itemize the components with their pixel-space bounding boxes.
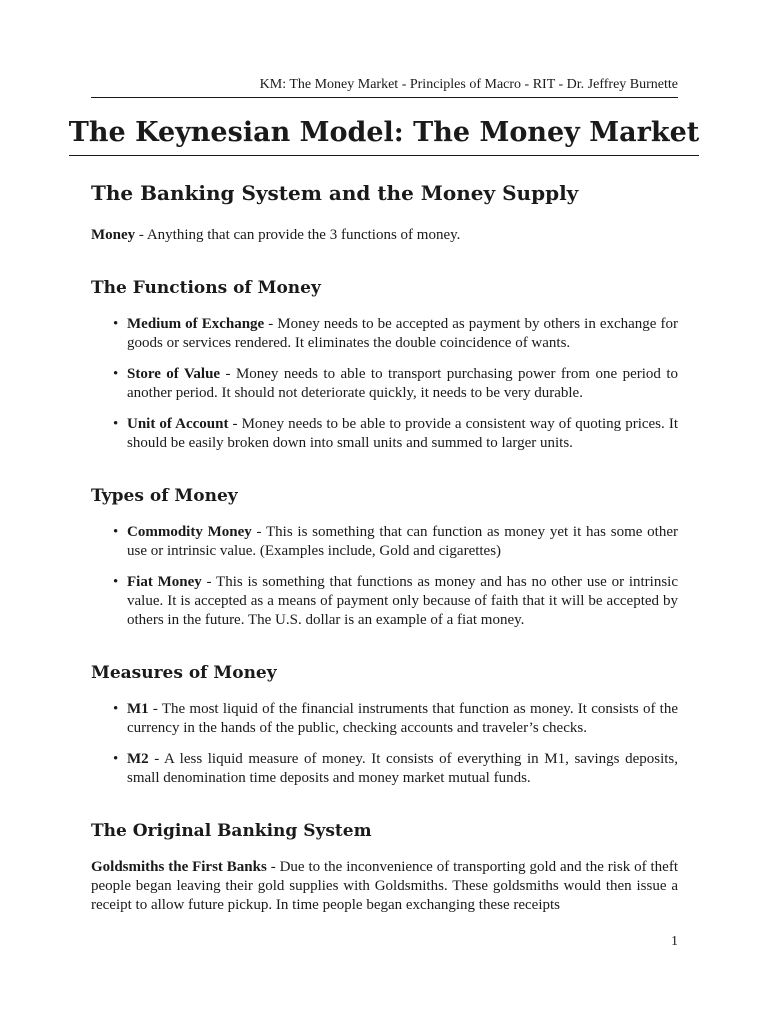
header-rule [91,97,678,98]
item-term: Commodity Money [127,524,252,540]
functions-list [91,315,678,453]
paragraph-term: Goldsmiths the First Banks [91,859,267,875]
definition-text: - Anything that can provide the 3 functions of money. [135,227,461,243]
heading-original-banking-system: The Original Banking System [91,821,372,841]
running-header: KM: The Money Market - Principles of Macro - RIT - Dr. Jeffrey Burnette [259,77,678,92]
list-item [113,750,678,788]
item-text: - This is something that functions as money and has no other use or intrinsic value. It is accepted as a means of payment only because of faith that it will be accepted by others in the future. The U.S. dollar is an example of a fiat money. [127,574,679,628]
bullet-icon: • [113,366,119,382]
heading-functions-of-money: The Functions of Money [91,278,321,298]
item-text: - Money needs to able to transport purchasing power from one period to another period. It should not deteriorate quickly, it needs to be very durable. [127,366,679,401]
item-term: M1 [127,701,149,717]
bullet-icon: • [113,751,119,767]
goldsmiths-paragraph [91,858,678,915]
bullet-icon: • [113,316,119,332]
paragraph-text: - Due to the inconvenience of transporting gold and the risk of theft people began leaving their gold supplies with Goldsmiths. These goldsmiths would then issue a receipt to allow future pickup. In time people began exchanging these receipts [91,859,678,913]
document-title: The Keynesian Model: The Money Market [69,116,699,156]
list-item [113,700,678,738]
item-text: - This is something that can function as money yet it has some other use or intrinsic value. (Examples include, Gold and cigarettes) [127,524,678,559]
heading-measures-of-money: Measures of Money [91,663,277,683]
item-text: - Money needs to be able to provide a consistent way of quoting prices. It should be easily broken down into small units and summed to larger units. [127,416,678,451]
title-block [0,116,768,156]
bullet-icon: • [113,574,119,590]
item-term: Medium of Exchange [127,316,265,332]
item-term: Fiat Money [127,574,202,590]
item-text: - Money needs to be accepted as payment by others in exchange for goods or services rendered. It eliminates the double coincidence of wants. [127,316,678,351]
page-number: 1 [671,934,678,949]
item-term: Unit of Account [127,416,229,432]
list-item [113,573,679,630]
item-text: - The most liquid of the financial instruments that function as money. It consists of the currency in the hands of the public, checking accounts and traveler’s checks. [127,701,678,736]
list-item [113,415,678,453]
bullet-icon: • [113,416,119,432]
list-item [113,315,678,353]
definition-term: Money [91,227,136,243]
item-term: Store of Value [127,366,221,382]
types-list [91,523,678,630]
money-definition [91,226,678,245]
item-term: M2 [127,751,149,767]
list-item [113,523,678,561]
section-heading-banking-system: The Banking System and the Money Supply [91,181,579,205]
bullet-icon: • [113,701,119,717]
document-body [91,180,678,915]
measures-list [91,700,678,788]
item-text: - A less liquid measure of money. It consists of everything in M1, savings deposits, small denomination time deposits and money market mutual funds. [127,751,678,786]
heading-types-of-money: Types of Money [91,486,238,506]
list-item [113,365,679,403]
bullet-icon: • [113,524,119,540]
